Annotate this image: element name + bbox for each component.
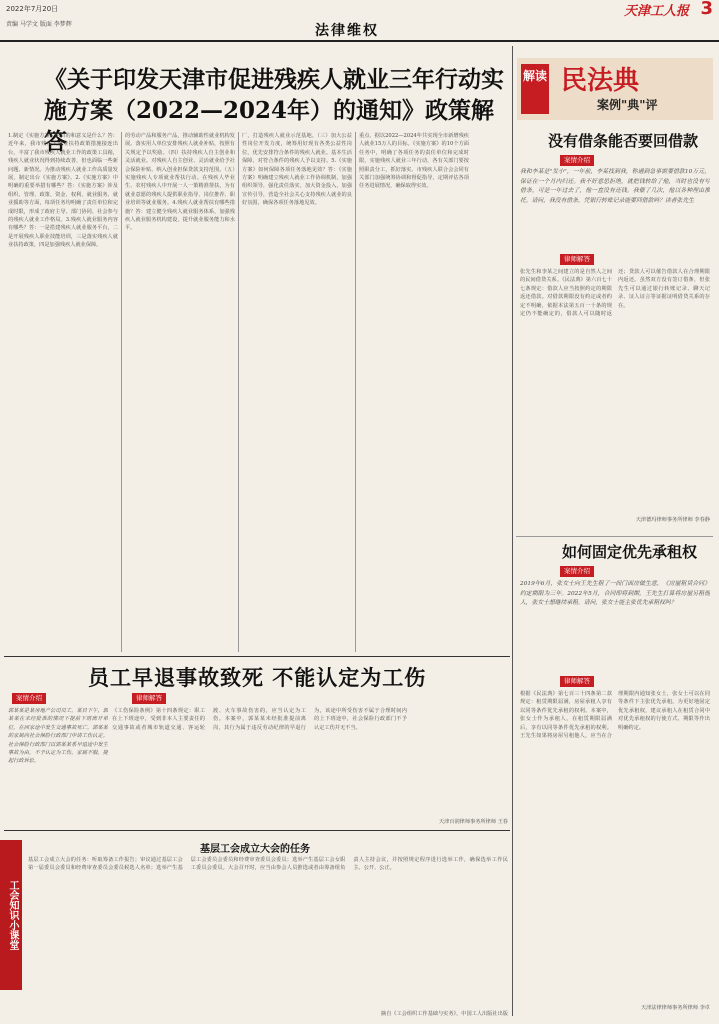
section-title: 法律维权: [315, 23, 379, 39]
right-article-2-answer: 根据《民法典》第七百三十四条第二款规定：租赁期限届满，房屋承租人享有以同等条件优先承租的权利。本案中，张女士作为承租人，在租赁期限届满后，享有以同等条件优先承租的权利。王先生如果将房屋另租他人，应当在合理期限内通知张女士，张女士可以在同等条件下主张优先承租。为更好地固定优先承租权，建议承租人在租赁合同中对优先承租权的行使方式、期限等作出明确约定。: [520, 691, 710, 740]
case-commentary-subtitle: 案例"典"评: [597, 98, 658, 112]
column-divider: [355, 132, 356, 652]
civil-code-banner: [517, 58, 713, 120]
right-column-divider: [512, 46, 513, 1016]
union-knowledge-tab: 工会知识小课堂: [0, 840, 22, 990]
horizontal-divider: [516, 536, 713, 537]
main-headline: 《关于印发天津市促进残疾人就业三年行动实施方案（2022—2024年）的通知》政策解答: [44, 66, 504, 155]
page-number: 3: [700, 0, 713, 19]
union-article-text: 基层工会成立大会的任务：听取筹备工作报告；审议通过基层工会第一届委员会委员和经费审查委员会委员候选人名单；选举产生基层工会委员会委员和经费审查委员会委员；选举产生基层工会女职工委员会委员。大会召开时，应当由参会人员推选或者由筹备组负责人主持会议，并按照规定程序进行选举工作，确保选举工作民主、公开、公正。: [28, 857, 508, 872]
main-article-col-3: 厂，打造残疾人就业示范基地。（三）加大公益性岗位开发力度，统筹用好现有各类公益性岗位，优先安排符合条件的残疾人就业。基本生活保障、对符合条件的残疾人予以支持。5.《实施方案》如何保障各项任务落地见效？答：《实施方案》明确建立残疾人就业工作协调机制，加强组织领导，强化责任落实，加大资金投入，加强宣传引导，营造全社会关心支持残疾人就业的良好氛围，确保各项任务落地见效。: [242, 133, 352, 207]
main-article-col-1: 1.制定《实施方案》的目的和意义是什么？答：近年来，我市残疾人就业扶持政策措施接连出台，丰富了我市残疾人就业工作的政策工具箱，残疾人就业状况得到持续改善，但也面临一些新问题、新情况。为推动残疾人就业工作高质量发展，制定出台《实施方案》。2.《实施方案》中明确的重要举措有哪些？答：《实施方案》涉及组织、管理、政策、资金、权利、就业服务、就业援助等方面，每项任务均明确了责任单位和完成时限，形成了政府主导、部门协同、社会参与的残疾人就业工作格局。3.残疾人就业服务内容有哪些？答：一是搭建残疾人就业服务平台，二是开展残疾人职业技能培训，三是落实残疾人就业扶持政策，四是加强残疾人就业保障。: [8, 133, 118, 249]
right-article-1-case: 我和李某是"发小"，一年前，李某找到我，称遇到急事需要借款10万元，保证在一个月内归还。我不好意思拒绝，就把钱转给了他，当时也没有写借条。可是一年过去了，他一直没有还钱。我催了几次，他以各种理由推托。请问，我没有借条，凭银行转账记录能要回借款吗？读者张先生: [520, 169, 710, 204]
case-tag: 案情介绍: [12, 693, 46, 704]
column-divider: [121, 132, 122, 652]
main-article-col-2: 的劳动产品和服务产品，推动辅助性就业机构发展。落实用人单位安排残疾人就业补贴，按照有关规定予以奖励。（四）扶持残疾人自主创业和灵活就业。对残疾人自主创业、灵活就业给予社会保险补贴，纳入创业担保贷款支持范围。（五）实施残疾人专项就业帮扶行动。在残疾人毕业生、农村残疾人中开展一人一策精准帮扶，为有就业意愿的残疾人提供职业指导、岗位推荐、职业培训等就业服务。4.残疾人就业帮扶有哪些措施？答：建立健全残疾人就业服务体系，加强残疾人就业服务机构建设，提升就业服务能力和水平。: [125, 133, 235, 232]
lawyer-answer-tag: 律师解答: [560, 676, 594, 687]
right-article-2-case: 2019年6月，张女士向王先生租了一间门面房做生意，《房屋租赁合同》约定期限为三年。2022年5月，合同即将到期，王先生打算将房屋另租他人，张女士想继续承租。请问，张女士能主张优先承租权吗？: [520, 581, 710, 607]
union-article-source: 摘自《工会组织工作基础与实务》，中国工人出版社出版: [380, 1011, 508, 1017]
newspaper-brand: 天津工人报: [623, 4, 689, 19]
case-tag: 案情介绍: [560, 155, 594, 166]
main-article-col-4: 重点、据以2022—2024年共实现全市新增残疾人就业15万人的目标。《实施方案》的10个方面任务中，明确了各项任务的责任单位和完成时限，实施残疾人就业三年行动，各有关部门要按照职责分工，抓好落实。市残疾人联合会会同有关部门加强统筹协调和督促指导，定期评估各项任务进展情况，确保取得实效。: [359, 133, 469, 190]
civil-code-series: 民法典: [561, 66, 640, 96]
column-divider: [238, 132, 239, 652]
union-article-title: 基层工会成立大会的任务: [200, 844, 310, 855]
article-2-answer: 《工伤保险条例》第十四条规定：职工在上下班途中，受到非本人主要责任的交通事故或者城市轨道交通、客运轮渡、火车事故伤害的，应当认定为工伤。本案中，郭某某未经批准提前离岗，其行为属于违反劳动纪律的早退行为，该途中所受伤害不属于合理时间内的上下班途中，社会保险行政部门不予认定工伤并无不当。: [112, 708, 407, 731]
editors-line: 责编 马学文 版面 李梦辉: [6, 21, 72, 28]
right-article-1-signature: 天津德玛律师事务所律师 李春静: [635, 517, 710, 523]
article-2-signature: 天津百润律师事务所律师 王春: [438, 819, 508, 825]
article-2-case: 郭某某是某房地产公司员工。某日下午，郭某某在未经批准的情况下提前下班离开单位，在回家途中发生交通事故死亡。郭某某的家属向社会保险行政部门申请工伤认定。社会保险行政部门以郭某某系早退途中发生事故为由，不予认定为工伤。家属不服，提起行政诉讼。: [8, 708, 108, 765]
lawyer-answer-tag: 律师解答: [560, 254, 594, 265]
horizontal-divider: [4, 656, 510, 657]
header-rule: [0, 40, 719, 42]
right-article-2-title: 如何固定优先承租权: [562, 543, 698, 561]
right-article-1-answer: 张先生和李某之间建立的是自然人之间的民间借贷关系。《民法典》第六百七十七条规定：借款人应当按照约定的期限返还借款。对借款期限没有约定或者约定不明确，依据本法第五百一十条的规定仍不能确定的，借款人可以随时返还；贷款人可以催告借款人在合理期限内返还。虽然双方没有签订借条，但张先生可以通过银行转账记录、聊天记录、证人证言等证据证明借贷关系的存在。: [520, 269, 710, 318]
interpretation-badge: 解读: [521, 64, 549, 114]
article-2-headline: 员工早退事故致死 不能认定为工伤: [88, 665, 427, 690]
right-article-2-signature: 天津法律律师事务所律师 李卓: [640, 1005, 710, 1011]
issue-date: 2022年7月20日: [6, 5, 59, 13]
lawyer-answer-tag: 律师解答: [132, 693, 166, 704]
case-tag: 案情介绍: [560, 566, 594, 577]
right-article-1-title: 没有借条能否要回借款: [548, 132, 699, 150]
horizontal-divider: [4, 830, 510, 831]
